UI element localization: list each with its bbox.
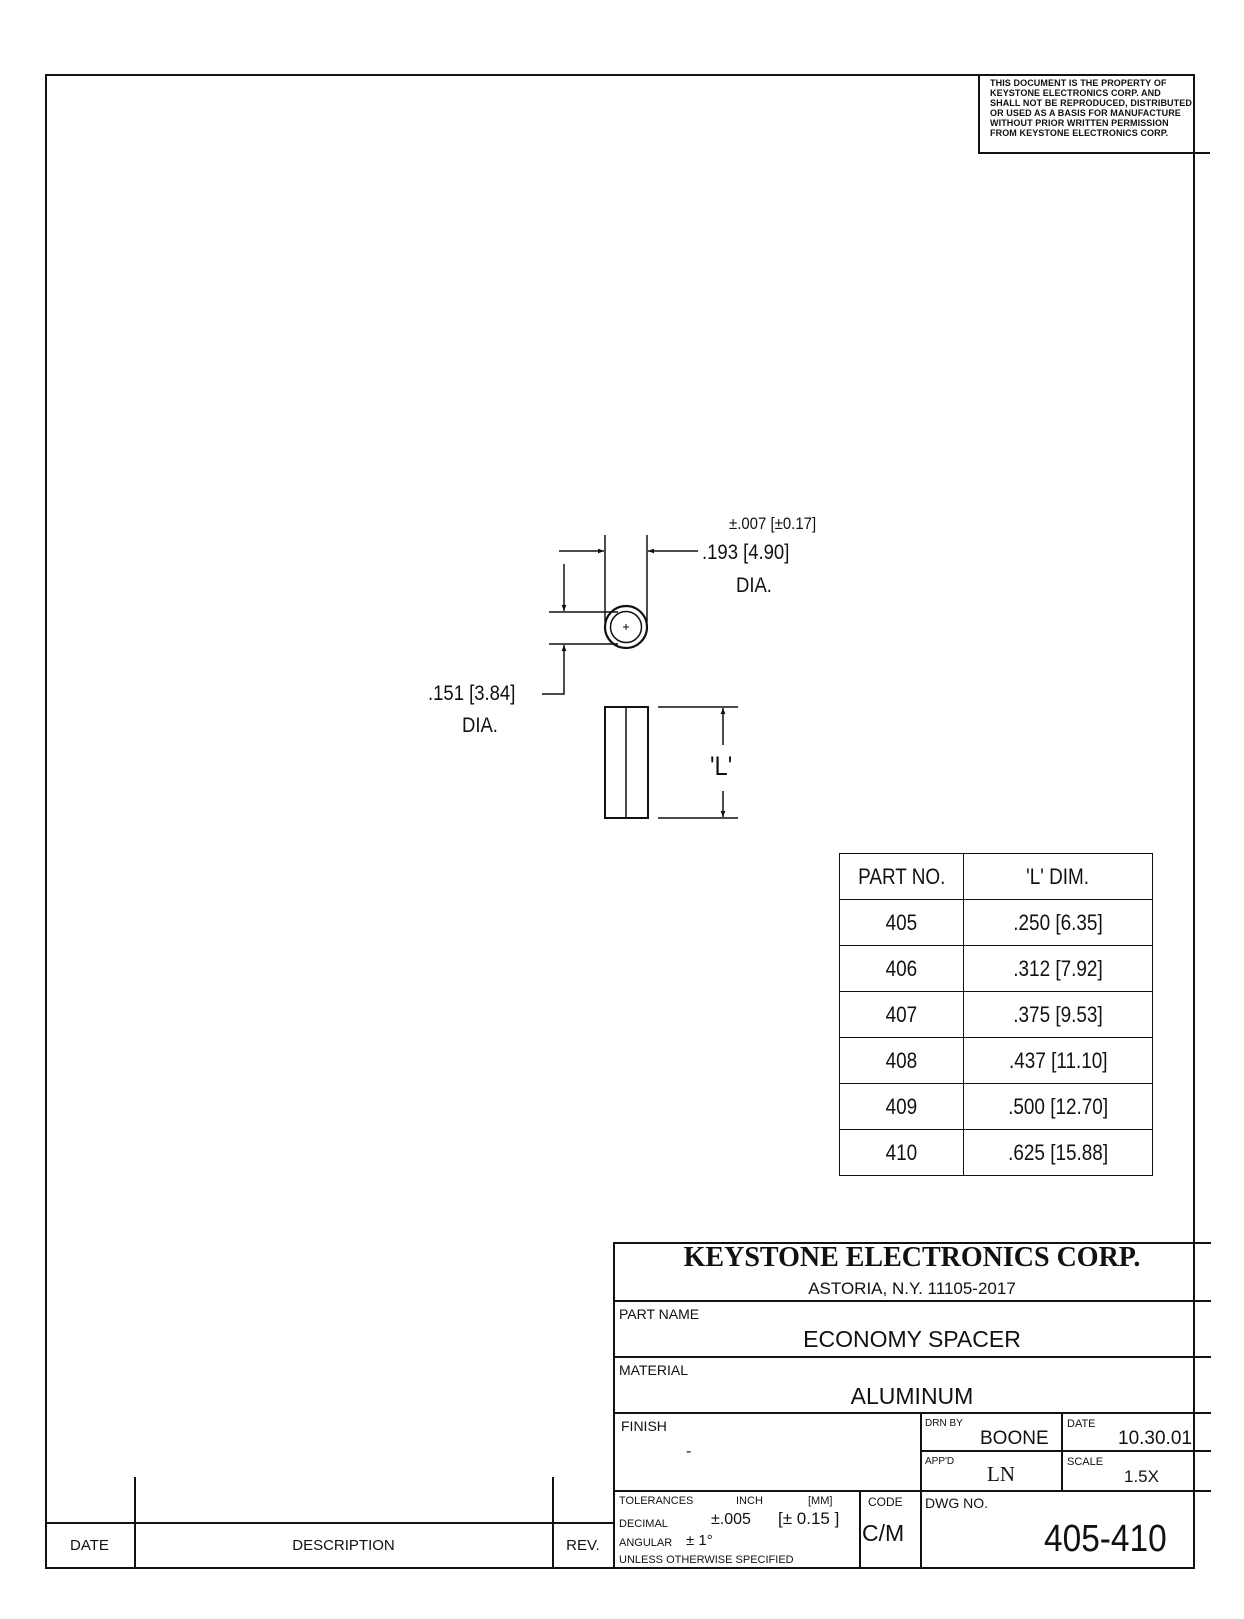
notice-line: KEYSTONE ELECTRONICS CORP. AND [990, 88, 1161, 98]
material-label: MATERIAL [619, 1362, 688, 1378]
table-header-row [840, 854, 1153, 900]
finish-label: FINISH [621, 1418, 667, 1434]
angular-value: ± 1° [686, 1532, 713, 1549]
drn-by-label: DRN BY [925, 1418, 963, 1429]
l-dim-cell: .625 [15.88] [964, 1130, 1153, 1176]
l-dim-cell: .437 [11.10] [964, 1038, 1153, 1084]
l-dim-cell: .375 [9.53] [964, 992, 1153, 1038]
od-dimension-text: .193 [4.90] [702, 541, 790, 564]
part-number-cell: 406 [840, 946, 964, 992]
notice-line: THIS DOCUMENT IS THE PROPERTY OF [990, 78, 1167, 88]
part-number-cell: 410 [840, 1130, 964, 1176]
decimal-inch-value: ±.005 [711, 1511, 751, 1528]
scale-label: SCALE [1067, 1456, 1104, 1468]
drn-by-value: BOONE [980, 1428, 1049, 1449]
code-label: CODE [868, 1495, 903, 1509]
l-dim-cell: .312 [7.92] [964, 946, 1153, 992]
revision-date-label: DATE [70, 1537, 109, 1554]
finish-value: - [686, 1443, 692, 1460]
dwg-no-value: 405-410 [1044, 1518, 1167, 1560]
part-number-cell: 409 [840, 1084, 964, 1130]
table-row [840, 900, 1153, 946]
revision-description-label: DESCRIPTION [292, 1537, 395, 1554]
appd-label: APP'D [925, 1456, 955, 1467]
angular-label: ANGULAR [619, 1537, 673, 1549]
parts-table [839, 853, 1153, 1176]
length-label: 'L' [710, 751, 733, 781]
header-part-no: PART NO. [840, 854, 964, 900]
tolerances-label: TOLERANCES [619, 1495, 694, 1507]
part-number-cell: 407 [840, 992, 964, 1038]
company-name: KEYSTONE ELECTRONICS CORP. [683, 1242, 1141, 1273]
l-dim-cell: .500 [12.70] [964, 1084, 1153, 1130]
revision-rev-label: REV. [566, 1537, 600, 1554]
id-dimension-text: .151 [3.84] [428, 682, 516, 705]
material-value: ALUMINUM [850, 1383, 974, 1409]
od-dia-text: DIA. [736, 574, 772, 597]
table-row [840, 946, 1153, 992]
header-l-dim: 'L' DIM. [964, 854, 1153, 900]
part-name-value: ECONOMY SPACER [803, 1326, 1021, 1352]
notice-line: FROM KEYSTONE ELECTRONICS CORP. [990, 128, 1169, 138]
id-arrow-bottom [542, 645, 564, 694]
inch-label: INCH [736, 1495, 763, 1507]
table-row [840, 1084, 1153, 1130]
decimal-label: DECIMAL [619, 1518, 668, 1530]
revision-block-divider [45, 1522, 613, 1524]
appd-value: LN [987, 1462, 1015, 1486]
date-label: DATE [1067, 1418, 1096, 1430]
table-row [840, 1038, 1153, 1084]
unless-specified-text: UNLESS OTHERWISE SPECIFIED [619, 1554, 794, 1566]
table-row [840, 1130, 1153, 1176]
l-dim-cell: .250 [6.35] [964, 900, 1153, 946]
date-value: 10.30.01 [1118, 1428, 1192, 1449]
code-value: C/M [862, 1520, 905, 1546]
table-row [840, 992, 1153, 1038]
part-number-cell: 408 [840, 1038, 964, 1084]
mm-label: [MM] [808, 1495, 833, 1507]
dwg-no-label: DWG NO. [925, 1495, 988, 1511]
od-tolerance-text: ±.007 [±0.17] [729, 514, 817, 533]
part-name-label: PART NAME [619, 1306, 700, 1322]
notice-line: OR USED AS A BASIS FOR MANUFACTURE [990, 108, 1181, 118]
notice-line: WITHOUT PRIOR WRITTEN PERMISSION [990, 118, 1169, 128]
scale-value: 1.5X [1124, 1467, 1159, 1486]
part-number-cell: 405 [840, 900, 964, 946]
company-address: ASTORIA, N.Y. 11105-2017 [808, 1279, 1016, 1298]
decimal-mm-value: [± 0.15 ] [778, 1509, 840, 1528]
id-dia-text: DIA. [462, 714, 498, 737]
notice-line: SHALL NOT BE REPRODUCED, DISTRIBUTED [990, 98, 1192, 108]
